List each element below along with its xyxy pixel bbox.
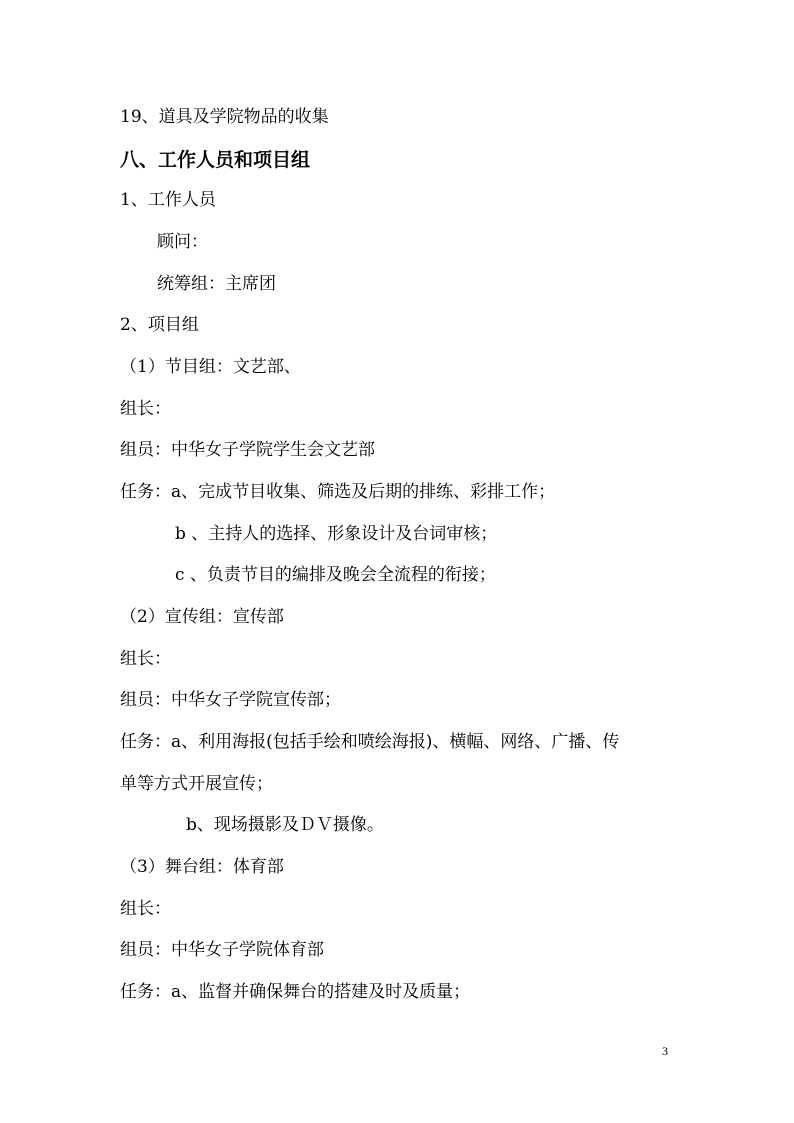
program-group-heading: （1）节目组：文艺部、	[120, 357, 301, 377]
program-group-members: 组员：中华女子学院学生会文艺部	[120, 440, 375, 460]
stage-group-task-a: 任务：a、监督并确保舞台的搭建及时及质量；	[120, 982, 471, 1002]
program-group-task-b: b 、主持人的选择、形象设计及台词审核；	[175, 524, 498, 544]
publicity-group-members: 组员：中华女子学院宣传部；	[120, 690, 341, 710]
publicity-group-heading: （2）宣传组：宣传部	[120, 607, 284, 627]
subsection-staff: 1、工作人员	[120, 190, 216, 210]
coordination-group-line: 统筹组：主席团	[157, 274, 276, 294]
page-number: 3	[662, 1044, 668, 1058]
publicity-group-leader: 组长：	[120, 649, 171, 669]
item-19-props-collection: 19、道具及学院物品的收集	[120, 107, 329, 127]
stage-group-members: 组员：中华女子学院体育部	[120, 940, 324, 960]
subsection-project-groups: 2、项目组	[120, 315, 199, 335]
publicity-group-task-a: 任务：a、利用海报(包括手绘和喷绘海报)、横幅、网络、广播、传	[120, 732, 620, 752]
program-group-task-c: c 、负责节目的编排及晚会全流程的衔接；	[175, 565, 496, 585]
section-heading-staff-and-groups: 八、工作人员和项目组	[120, 149, 311, 171]
publicity-group-task-b: b、现场摄影及ＤＶ摄像。	[186, 815, 384, 835]
publicity-group-task-a-continued: 单等方式开展宣传；	[120, 774, 273, 794]
stage-group-leader: 组长：	[120, 899, 171, 919]
program-group-leader: 组长：	[120, 399, 171, 419]
program-group-task-a: 任务：a、完成节目收集、筛选及后期的排练、彩排工作；	[120, 482, 556, 502]
stage-group-heading: （3）舞台组：体育部	[120, 857, 284, 877]
advisor-line: 顾问：	[157, 232, 208, 252]
